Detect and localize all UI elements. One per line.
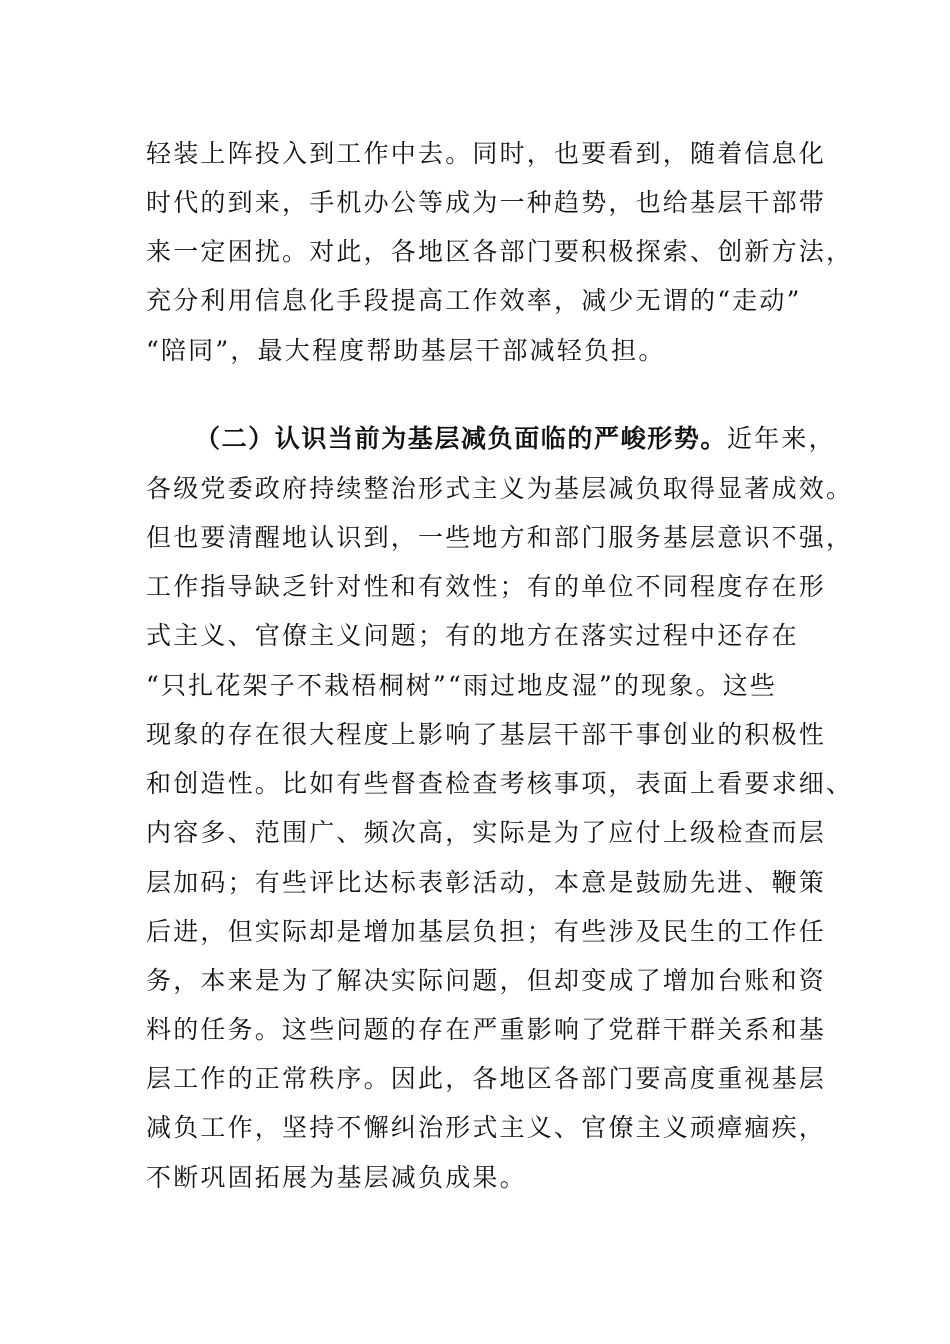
paragraph-1-line-2: 时代的到来，手机办公等成为一种趋势，也给基层干部带	[146, 188, 827, 217]
paragraph-1-line-5: “陪同”，最大程度帮助基层干部减轻负担。	[146, 336, 666, 365]
paragraph-2-line-16: 不断巩固拓展为基层减负成果。	[146, 1163, 527, 1192]
paragraph-2-line-9: 内容多、范围广、频次高，实际是为了应付上级检查而层	[146, 818, 827, 847]
paragraph-2-line-13: 料的任务。这些问题的存在严重影响了党群干群关系和基	[146, 1015, 827, 1044]
paragraph-2-line-15: 减负工作，坚持不懈纠治形式主义、官僚主义顽瘴痼疾，	[146, 1113, 827, 1142]
paragraph-2-first-line	[195, 424, 836, 454]
section-heading: （二）认识当前为基层减负面临的严峻形势。	[195, 424, 728, 453]
paragraph-2-line-11: 后进，但实际却是增加基层负担；有些涉及民生的工作任	[146, 917, 827, 946]
paragraph-1-line-1: 轻装上阵投入到工作中去。同时，也要看到，随着信息化	[146, 139, 827, 168]
paragraph-1-line-3: 来一定困扰。对此，各地区各部门要积极探索、创新方法，	[146, 237, 854, 266]
paragraph-2-line-3: 但也要清醒地认识到，一些地方和部门服务基层意识不强，	[146, 523, 854, 552]
paragraph-2-line-14: 层工作的正常秩序。因此，各地区各部门要高度重视基层	[146, 1064, 827, 1093]
paragraph-2-line-5: 式主义、官僚主义问题；有的地方在落实过程中还存在	[146, 621, 799, 650]
paragraph-2-line-12: 务，本来是为了解决实际问题，但却变成了增加台账和资	[146, 966, 827, 995]
paragraph-2-line-4: 工作指导缺乏针对性和有效性；有的单位不同程度存在形	[146, 572, 827, 601]
paragraph-2-line-6: “只扎花架子不栽梧桐树”“雨过地皮湿”的现象。这些	[146, 671, 778, 700]
paragraph-2-line-10: 层加码；有些评比达标表彰活动，本意是鼓励先进、鞭策	[146, 868, 827, 897]
paragraph-2-line-2: 各级党委政府持续整治形式主义为基层减负取得显著成效。	[146, 474, 854, 503]
paragraph-1-line-4: 充分利用信息化手段提高工作效率，减少无谓的“走动”	[146, 286, 802, 315]
paragraph-2-line-7: 现象的存在很大程度上影响了基层干部干事创业的积极性	[146, 720, 827, 749]
paragraph-2-first-line-rest: 近年来，	[727, 424, 836, 453]
paragraph-2-line-8: 和创造性。比如有些督查检查考核事项，表面上看要求细、	[146, 769, 854, 798]
